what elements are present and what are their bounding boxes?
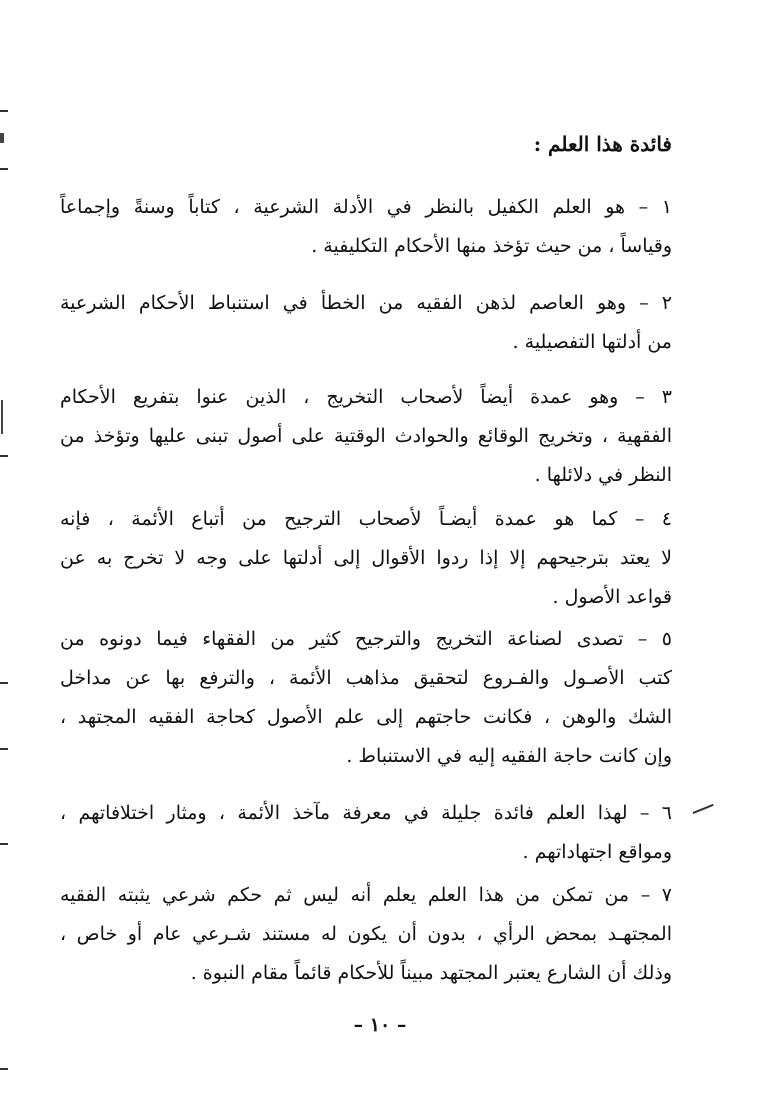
paragraph-line: قواعد الأصول .	[552, 586, 672, 608]
margin-mark	[0, 133, 4, 143]
paragraph-line: وقياساً ، من حيث تؤخذ منها الأحكام التكليفية .	[311, 235, 672, 257]
paragraph-line: ٥ – تصدى لصناعة التخريج والترجيح كثير من الفقهاء فيما دونوه من	[60, 628, 672, 650]
paragraph-7	[60, 876, 672, 993]
paragraph-line: وإن كانت حاجة الفقيه إليه في الاستنباط .	[346, 745, 672, 767]
margin-mark	[0, 168, 8, 170]
section-heading: فائدة هذا العلم :	[533, 132, 672, 156]
paragraph-1	[60, 188, 672, 266]
paragraph-4	[60, 500, 672, 617]
paragraph-line: النظر في دلائلها .	[534, 464, 672, 486]
margin-mark	[0, 682, 8, 684]
paragraph-line: ٢ – وهو العاصم لذهن الفقيه من الخطأ في استنباط الأحكام الشرعية	[60, 292, 672, 314]
page-number: – ١٠ –	[353, 1014, 407, 1036]
margin-mark	[0, 110, 8, 112]
paragraph-line: الفقهية ، وتخريج الوقائع والحوادث الوقتية على أصول تبنى عليها وتؤخذ من	[60, 425, 672, 447]
paragraph-2	[60, 284, 672, 362]
paragraph-line: كتب الأصـول والفـروع لتحقيق مذاهب الأئمة ، والترفع بها عن مداخل	[60, 667, 672, 689]
paragraph-line: المجتهـد بمحض الرأي ، بدون أن يكون له مستند شـرعي عام أو خاص ،	[60, 923, 672, 945]
paragraph-3	[60, 378, 672, 495]
margin-mark	[0, 748, 8, 750]
margin-mark	[0, 843, 8, 845]
paragraph-line: ومواقع اجتهاداتهم .	[522, 841, 672, 863]
paragraph-line: ١ – هو العلم الكفيل بالنظر في الأدلة الشرعية ، كتاباً وسنةً وإجماعاً	[60, 196, 672, 218]
paragraph-line: ٣ – وهو عمدة أيضاً لأصحاب التخريج ، الذين عنوا بتفريع الأحكام	[60, 386, 672, 408]
paragraph-line: وذلك أن الشارع يعتبر المجتهد مبيناً للأحكام قائماً مقام النبوة .	[190, 962, 672, 984]
margin-mark	[1, 400, 3, 434]
paragraph-6	[60, 794, 672, 872]
paragraph-line: ٤ – كما هو عمدة أيضـاً لأصحاب الترجيح من أتباع الأئمة ، فإنه	[60, 508, 672, 530]
margin-mark	[0, 1068, 8, 1070]
paragraph-line: ٦ – لهذا العلم فائدة جليلة في معرفة مآخذ الأئمة ، ومثار اختلافاتهم ،	[60, 802, 672, 824]
paragraph-5	[60, 620, 672, 776]
paragraph-line: من أدلتها التفصيلية .	[512, 331, 672, 353]
paragraph-line: ٧ – من تمكن من هذا العلم يعلم أنه ليس ثم حكم شرعي يثبته الفقيه	[60, 884, 672, 906]
margin-mark	[693, 804, 714, 814]
paragraph-line: الشك والوهن ، فكانت حاجتهم إلى علم الأصول كحاجة الفقيه المجتهد ،	[60, 706, 672, 728]
margin-mark	[0, 455, 8, 457]
paragraph-line: لا يعتد بترجيحهم إلا إذا ردوا الأقوال إلى أدلتها على وجه لا تخرج به عن	[60, 547, 672, 569]
